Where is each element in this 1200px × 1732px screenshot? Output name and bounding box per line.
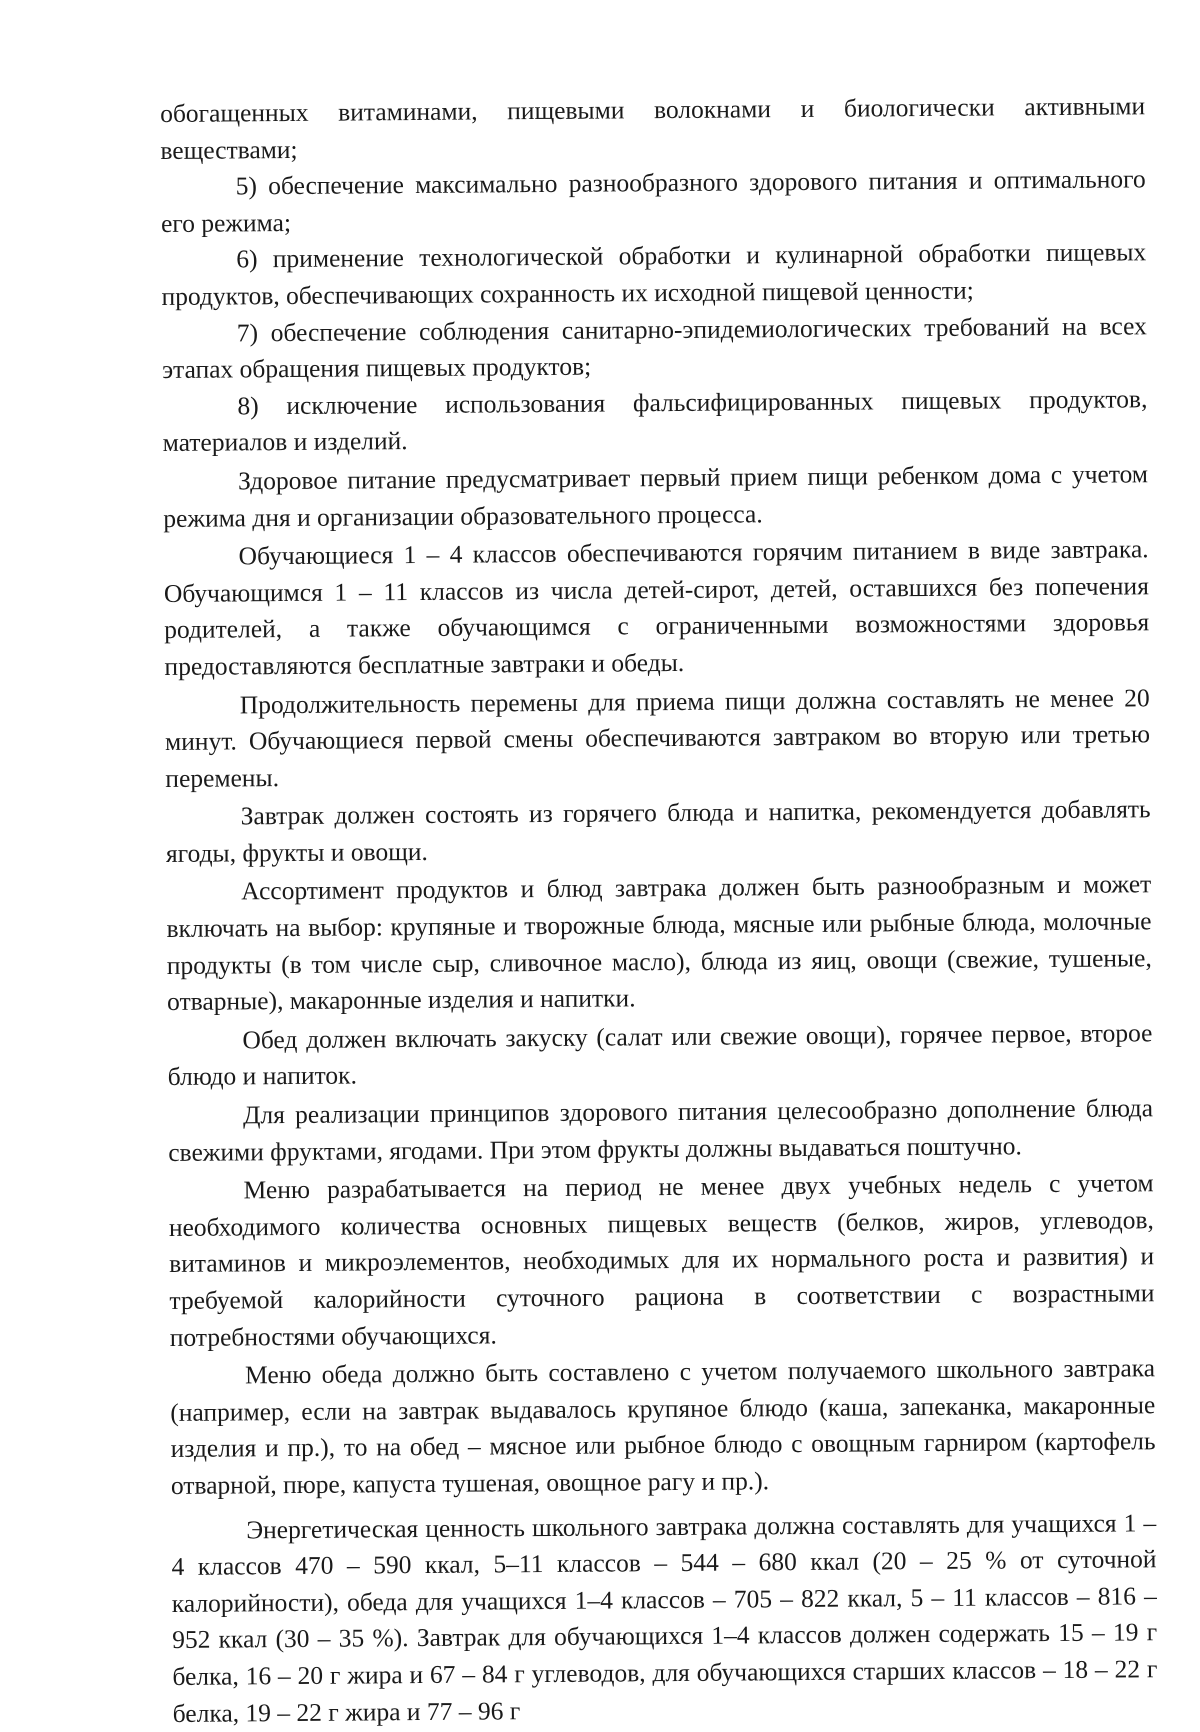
list-item-7: 7) обеспечение соблюдения санитарно-эпидемиологических требований на всех этапах обращения пищевых продуктов; — [162, 310, 1147, 385]
paragraph: Обучающиеся 1 – 4 классов обеспечиваются горячим питанием в виде завтрака. Обучающимся 1 – 11 классов из числа детей-сирот, детей, оставшихся без попечения родителей, а также обучающимся с ограниченными возможностями здоровья предоставляются бесплатные завтраки и обеды. — [163, 534, 1150, 681]
list-item-8: 8) исключение использования фальсифицированных пищевых продуктов, материалов и изделий. — [162, 384, 1148, 458]
paragraph: Ассортимент продуктов и блюд завтрака должен быть разнообразным и может включать на выбор: крупяные и творожные блюда, мясные или рыбные блюда, молочные продукты (в том числе сыр, сливочное масло), блюда из яиц, овощи (свежие, тушеные, отварные), макаронные изделия и напитки. — [166, 869, 1152, 1017]
paragraph: Энергетическая ценность школьного завтрака должна составлять для учащихся 1 – 4 классов 470 – 590 ккал, 5–11 классов – 544 – 680 ккал (20 – 25 % от суточной калорийности), обеда для учащихся 1–4 классов – 705 – 822 ккал, 5 – 11 классов – 816 – 952 ккал (30 – 35 %). Завтрак для обучающихся 1–4 классов должен содержать 15 – 19 г белка, 16 – 20 г жира и 67 – 84 г углеводов, для обучающихся старших классов – 18 – 22 г белка, 19 – 22 г жира и 77 – 96 г — [171, 1507, 1158, 1728]
paragraph: Для реализации принципов здорового питания целесообразно дополнение блюда свежими фруктами, ягодами. При этом фрукты должны выдаваться поштучно. — [168, 1093, 1154, 1167]
document-body — [160, 88, 1158, 1732]
list-item-6: 6) применение технологической обработки и кулинарной обработки пищевых продуктов, обеспечивающих сохранность их исходной пищевой ценности; — [161, 237, 1147, 311]
list-item-5: 5) обеспечение максимально разнообразного здорового питания и оптимального его режима; — [160, 164, 1146, 238]
paragraph: Меню разрабатывается на период не менее двух учебных недель с учетом необходимого количества основных пищевых веществ (белков, жиров, углеводов, витаминов и микроэлементов, необходимых для их нормального роста и развития) и требуемой калорийности суточного рациона в соответствии с возрастными потребностями обучающихся. — [168, 1168, 1155, 1352]
paragraph: Обед должен включать закуску (салат или свежие овощи), горячее первое, второе блюдо и напиток. — [167, 1018, 1153, 1092]
paragraph-continuation: обогащенных витаминами, пищевыми волокнами и биологически активными веществами; — [160, 91, 1146, 165]
paragraph: Меню обеда должно быть составлено с учетом получаемого школьного завтрака (например, если на завтрак выдавалось крупяное блюдо (каша, запеканка, макаронные изделия и пр.), то на обед – мясное или рыбное блюдо с овощным гарниром (картофель отварной, пюре, капуста тушеная, овощное рагу и пр.). — [170, 1353, 1156, 1500]
paragraph: Здоровое питание предусматривает первый прием пищи ребенком дома с учетом режима дня и организации образовательного процесса. — [163, 459, 1149, 533]
paragraph: Завтрак должен состоять из горячего блюда и напитка, рекомендуется добавлять ягоды, фрукты и овощи. — [165, 794, 1151, 868]
paragraph: Продолжительность перемены для приема пищи должна составлять не менее 20 минут. Обучающиеся первой смены обеспечиваются завтраком во вторую или третью перемены. — [164, 682, 1151, 793]
